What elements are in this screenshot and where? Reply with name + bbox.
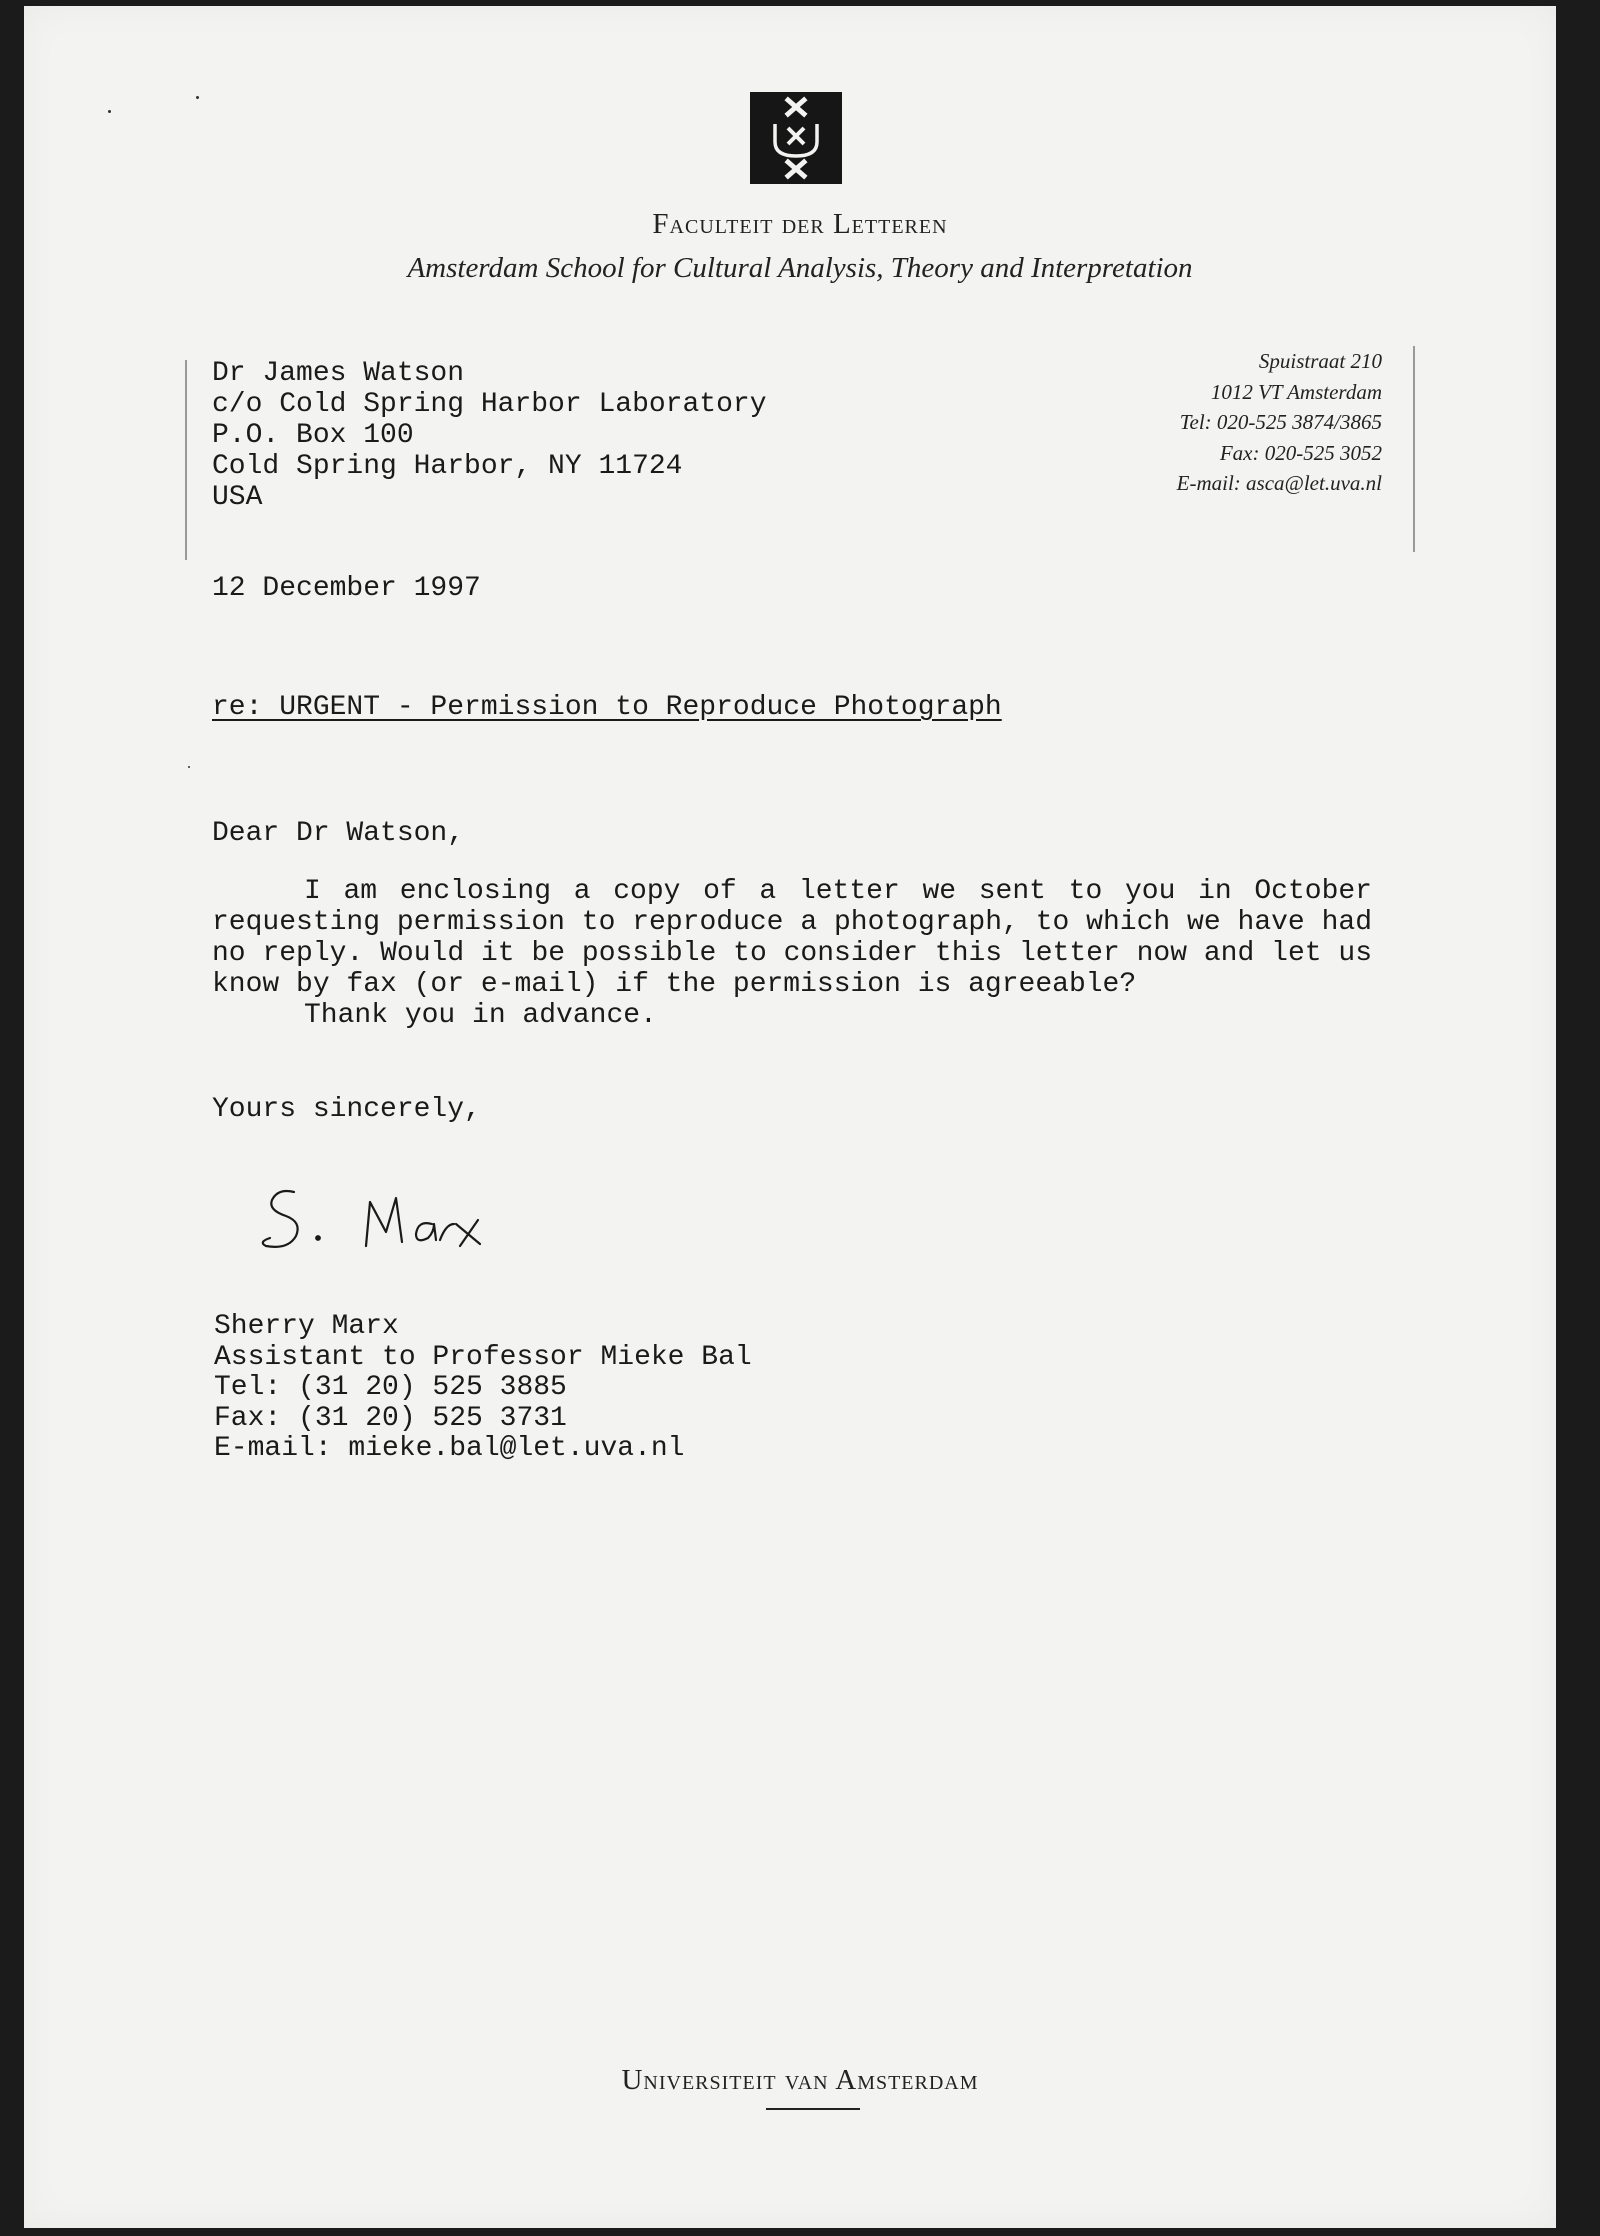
closing: Yours sincerely, — [212, 1094, 481, 1125]
addressee-block — [212, 358, 767, 513]
letterhead-address — [1177, 346, 1382, 499]
handwritten-signature — [256, 1180, 496, 1260]
subject-line: re: URGENT - Permission to Reproduce Photograph — [212, 692, 1002, 723]
letterhead-address-line: E-mail: asca@let.uva.nl — [1176, 471, 1382, 495]
sender-line: E-mail: mieke.bal@let.uva.nl — [214, 1433, 685, 1464]
sender-block — [214, 1312, 752, 1465]
salutation: Dear Dr Watson, — [212, 818, 465, 849]
letter-body — [212, 876, 1372, 1031]
body-paragraph: I am enclosing a copy of a letter we sent to you in October requesting permission to reproduce a photograph, to which we have had no reply. Would it be possible to consider this letter now and let us know by fax (or e-mail) if the permission is agreeable? — [212, 876, 1372, 1000]
addressee-line: P.O. Box 100 — [212, 420, 414, 451]
letterhead-address-line: Spuistraat 210 — [1258, 349, 1382, 373]
institute-name: Amsterdam School for Cultural Analysis, Theory and Interpretation — [407, 252, 1193, 284]
letterhead-address-line: 1012 VT Amsterdam — [1210, 379, 1382, 404]
addressee-line: Dr James Watson — [212, 358, 465, 389]
address-right-rule — [1413, 346, 1415, 552]
body-thanks: Thank you in advance. — [304, 1000, 657, 1031]
sender-line: Assistant to Professor Mieke Bal — [214, 1341, 752, 1373]
addressee-line: USA — [212, 482, 263, 513]
sender-line: Tel: (31 20) 525 3885 — [214, 1372, 567, 1403]
letterhead-address-line: Tel: 020-525 3874/3865 — [1179, 410, 1382, 434]
letter-date: 12 December 1997 — [212, 573, 481, 604]
faculty-name: Faculteit der Letteren — [652, 208, 948, 240]
paper-speck — [196, 96, 199, 99]
sender-line: Sherry Marx — [214, 1311, 399, 1342]
addressee-line: c/o Cold Spring Harbor Laboratory — [212, 389, 767, 420]
sender-line: Fax: (31 20) 525 3731 — [214, 1402, 567, 1434]
university-logo — [750, 92, 842, 184]
footer-rule — [766, 2108, 860, 2110]
paper-speck — [108, 110, 111, 113]
university-name: Universiteit van Amsterdam — [621, 2064, 979, 2096]
address-left-rule — [185, 360, 187, 560]
letterhead-address-line: Fax: 020-525 3052 — [1219, 440, 1382, 465]
addressee-line: Cold Spring Harbor, NY 11724 — [212, 451, 683, 482]
paper-speck — [188, 766, 190, 768]
